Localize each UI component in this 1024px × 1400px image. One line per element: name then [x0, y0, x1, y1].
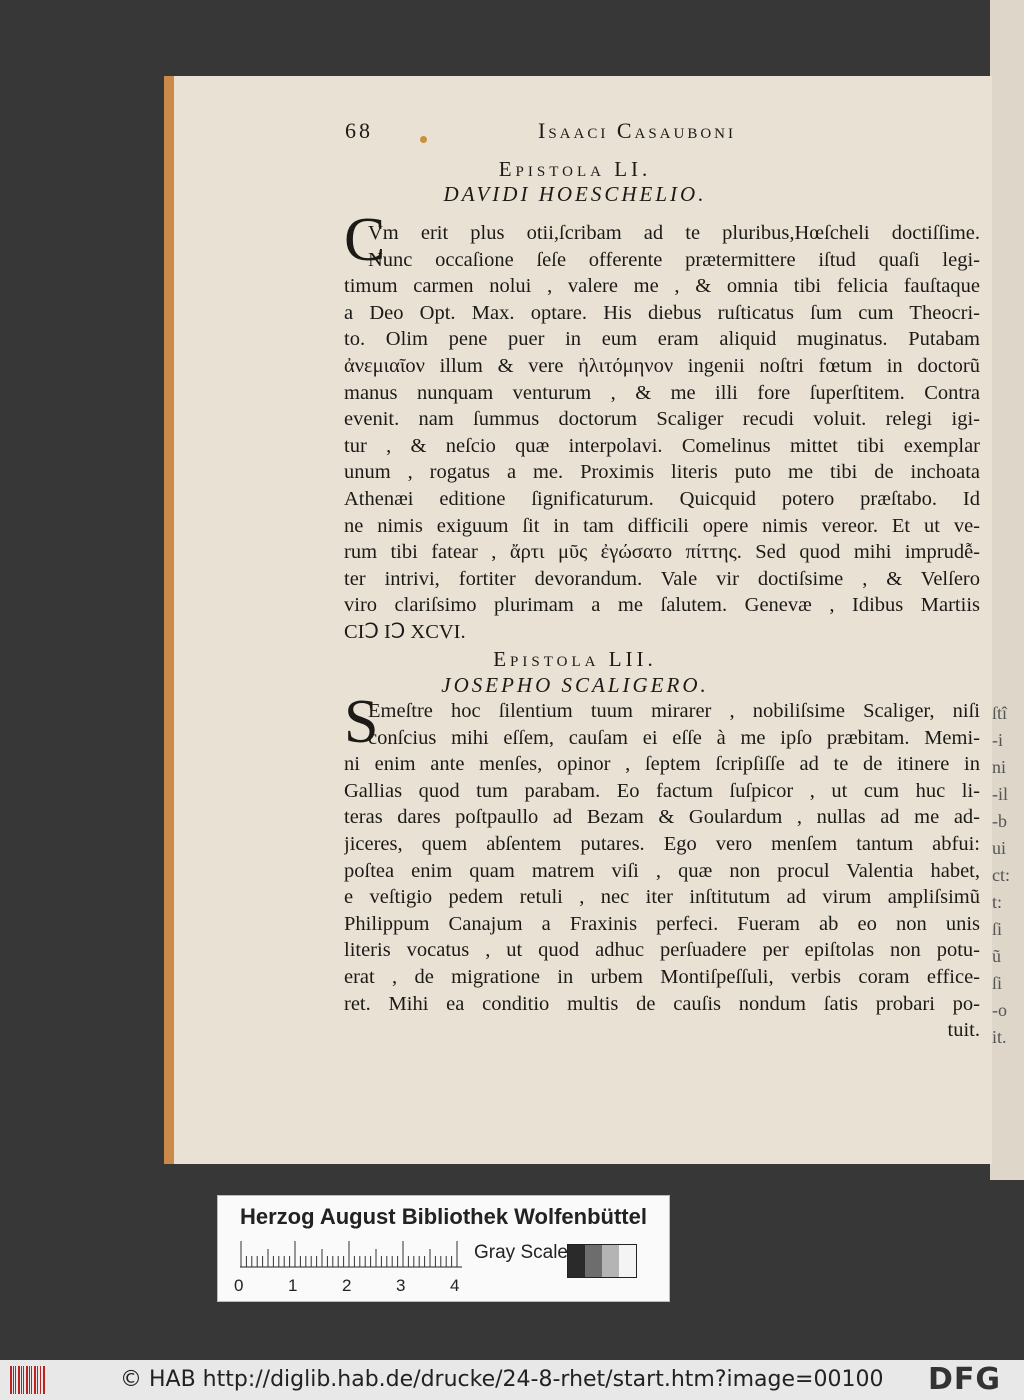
barcode-bar — [10, 1366, 12, 1394]
letter-2-dropcap: S — [344, 688, 379, 756]
text-line: literis vocatus , ut quod adhuc perſuadere per epiſtolas non potu- — [344, 939, 980, 962]
bleed-fragment: ſtî — [992, 703, 1008, 723]
card-title: Herzog August Bibliothek Wolfenbüttel — [240, 1204, 647, 1229]
gray-swatch-cell — [568, 1245, 585, 1277]
text-line: CIↃ IↃ XCVI. — [344, 620, 466, 643]
gray-swatch-cell — [585, 1245, 602, 1277]
barcode-bar — [23, 1366, 24, 1394]
barcode-bar — [26, 1366, 28, 1394]
text-line: Nunc occaſione ſeſe offerente prætermittere iſtud quaſi legi- — [368, 248, 980, 271]
color-reference-card — [217, 1195, 670, 1302]
running-head: Isaaci Casauboni — [538, 118, 737, 143]
ruler-number: 1 — [288, 1276, 298, 1295]
text-line: tur , & neſcio quæ interpolavi. Comelinus mittet tibi exemplar — [344, 434, 980, 457]
text-line: tuit. — [947, 1019, 980, 1042]
bleed-fragment: -il — [992, 784, 1008, 804]
text-line: Philippum Canajum a Fraxinis perfeci. Fueram ab eo non unis — [344, 912, 980, 935]
text-line: timum carmen nolui , valere me , & omnia tibi felicia fauſtaque — [344, 275, 980, 298]
ruler-number: 0 — [234, 1276, 244, 1295]
page-number: 68 — [345, 118, 373, 143]
gray-swatch-cell — [602, 1245, 619, 1277]
ruler-number: 2 — [342, 1276, 352, 1295]
barcode-bar — [29, 1366, 30, 1394]
barcode-icon — [8, 1364, 48, 1396]
text-line: ret. Mihi ea conditio multis de cauſis nondum ſatis probari po- — [344, 992, 980, 1015]
barcode-bar — [13, 1366, 14, 1394]
bleed-fragment: -b — [992, 811, 1007, 831]
letter-1-body — [344, 220, 980, 646]
barcode-bar — [18, 1366, 20, 1394]
dfg-logo: DFG — [928, 1362, 1002, 1397]
bleed-fragment: ũ — [992, 946, 1001, 966]
barcode-bar — [31, 1366, 32, 1394]
letter-2-title: Epistola LII. — [493, 647, 657, 671]
text-line: teras dares poſtpaullo ad Bezam & Goulardum , nullas ad me ad- — [344, 806, 980, 829]
text-line: Athenæi editione ſignificaturum. Quicquid potero præſtabo. Id — [344, 487, 980, 510]
barcode-bar — [21, 1366, 22, 1394]
gray-scale-swatch — [567, 1244, 637, 1278]
bleed-fragment: -i — [992, 730, 1003, 750]
text-line: rum tibi fatear , ἄρτι μῦς ἐγώσατο πίττης. Sed quod mihi imprudễ- — [344, 541, 980, 564]
copyright-url[interactable]: © HAB http://diglib.hab.de/drucke/24-8-rhet/start.htm?image=00100 — [120, 1367, 884, 1392]
bleed-fragment: -o — [992, 1000, 1007, 1020]
text-line: to. Olim pene puer in eum eram aliquid muginatus. Putabam — [344, 328, 980, 351]
text-line: conſcius mihi eſſem, cauſam ei eſſe à me ipſo præbitam. Memi- — [368, 726, 980, 749]
ruler-scale — [240, 1240, 462, 1268]
letter-1-dropcap: C — [344, 206, 386, 274]
text-line: ne nimis exiguum ſit in tam difficili opere nimis vereor. Et ut ve- — [344, 514, 980, 537]
text-line: ter intrivi, fortiter devorandum. Vale vir doctiſsime , & Velſero — [344, 567, 980, 590]
text-line: Gallias quod tum parabam. Eo factum ſuſpicor , ut cum huc li- — [344, 779, 980, 802]
bleed-fragment: ui — [992, 838, 1007, 858]
bleed-fragment: t: — [992, 892, 1003, 912]
text-line: viro clariſsimo plurimam a me ſalutem. Genevæ , Idibus Martiis — [344, 594, 980, 617]
ruler-number: 4 — [450, 1276, 460, 1295]
barcode-bar — [34, 1366, 36, 1394]
text-line: e veſtigio pedem retuli , nec iter inſtitutum ad virum ampliſsimũ — [344, 886, 980, 909]
barcode-bar — [43, 1366, 45, 1394]
bleed-fragment: ct: — [992, 865, 1010, 885]
text-line: erat , de migratione in urbem Montiſpeſſuli, verbis coram effice- — [344, 965, 980, 988]
text-line: Emeſtre hoc ſilentium tuum mirarer , nobiliſsime Scaliger, niſi — [368, 700, 980, 722]
letter-2-body — [344, 698, 980, 1044]
text-line: ni enim ante menſes, opinor , ſeptem ſcripſiſſe ad te de itinere in — [344, 753, 980, 776]
barcode-bar — [40, 1366, 41, 1394]
adjacent-page-text — [992, 700, 1024, 1060]
gray-scale-label: Gray Scale — [474, 1242, 568, 1263]
bleed-fragment: ſi — [992, 973, 1003, 993]
bleed-fragment: ni — [992, 757, 1007, 777]
text-line: jiceres, quem abſentem putares. Ego vero menſem tantum abfui: — [344, 832, 980, 855]
barcode-bar — [37, 1366, 38, 1394]
letter-1-addressee: DAVIDI HOESCHELIO. — [443, 182, 707, 206]
page-header — [345, 118, 805, 152]
ruler-number: 3 — [396, 1276, 406, 1295]
text-line: Vm erit plus otii,ſcribam ad te pluribus,Hœſcheli doctiſſime. — [368, 222, 980, 244]
text-line: evenit. nam ſummus doctorum Scaliger recudi voluit. relegi igi- — [344, 408, 980, 431]
text-line: a Deo Opt. Max. optare. His diebus ruſticatus ſum cum Theocri- — [344, 301, 980, 324]
letter-2-addressee: JOSEPHO SCALIGERO. — [441, 673, 709, 697]
barcode-bar — [15, 1366, 16, 1394]
text-line: manus nunquam venturum , & me illi fore ſuperſtitem. Contra — [344, 381, 980, 404]
text-line: unum , rogatus a me. Proximis literis puto me tibi de inchoata — [344, 461, 980, 484]
text-line: poſtea enim quam matrem viſi , quæ non procul Valentia habet, — [344, 859, 980, 882]
bleed-fragment: ſi — [992, 919, 1003, 939]
letter-1-title: Epistola LI. — [498, 157, 652, 181]
bleed-fragment: it. — [992, 1027, 1007, 1047]
text-line: ἀνεμιαῖον illum & vere ἠλιτόμηνον ingenii noſtri fœtum in doctorũ — [344, 354, 980, 377]
gray-swatch-cell — [619, 1245, 636, 1277]
